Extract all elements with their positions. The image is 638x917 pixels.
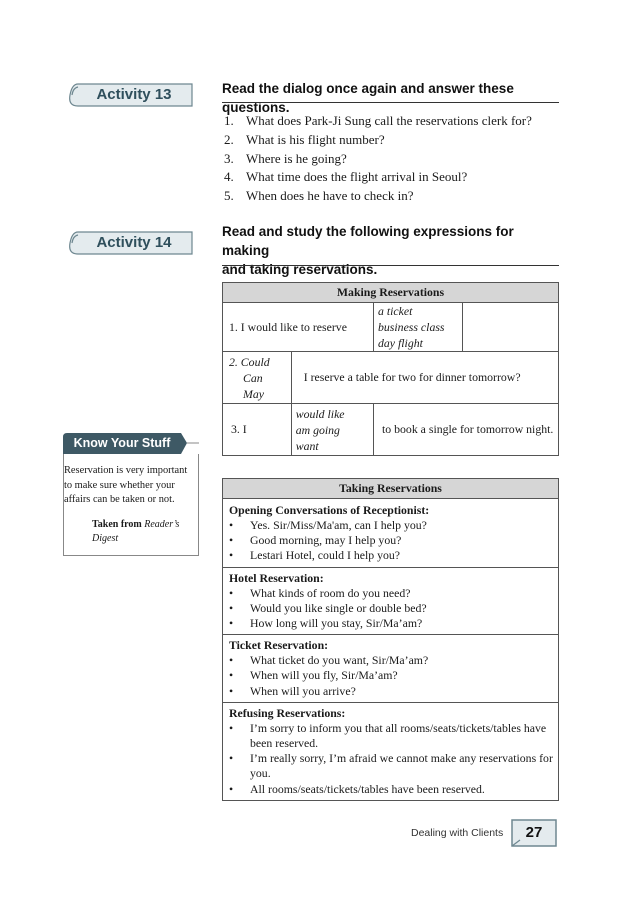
- list-item: • Yes. Sir/Miss/Ma'am, can I help you?: [229, 518, 427, 532]
- know-your-stuff-body: [63, 454, 199, 556]
- section-opening: Opening Conversations of Receptionist: • Yes. Sir/Miss/Ma'am, can I help you? • Good morning, may I help you? • Lestari Hotel, could I help you?: [223, 498, 558, 567]
- list-item: • What kinds of room do you need?: [229, 585, 411, 600]
- row2-modals: 2. Could Can May: [223, 352, 292, 404]
- activity-13-heading: Read the dialog once again and answer these questions.: [222, 81, 514, 115]
- activity-14-rule: [222, 265, 559, 266]
- section-hotel: Hotel Reservation: • What kinds of room do you need? • Would you like single or double bed? • How long will you stay, Sir/Ma’am?: [223, 567, 558, 635]
- know-your-stuff-source: Taken from Reader’s Digest: [92, 518, 180, 544]
- list-item: • Lestari Hotel, could I help you?: [229, 548, 401, 563]
- chapter-title: Dealing with Clients: [411, 827, 504, 839]
- question-item: 1. What does Park-Ji Sung call the reservations clerk for?: [224, 113, 532, 128]
- list-item: • Would you like single or double bed?: [229, 600, 427, 615]
- making-reservations-table: [222, 282, 559, 456]
- section-refusing: Refusing Reservations: • I’m sorry to inform you that all rooms/seats/tickets/tables have been reserved. • I’m really sorry, I’m afraid we cannot make any reservations for you. • All rooms/seats/tickets/tables have been reserved.: [223, 702, 558, 800]
- list-item: • When will you fly, Sir/Ma’am?: [229, 668, 398, 683]
- list-item: • I’m sorry to inform you that all rooms/seats/tickets/tables have been reserved.: [229, 720, 547, 751]
- know-your-stuff-tab: [63, 433, 199, 454]
- list-item: • All rooms/seats/tickets/tables have been reserved.: [229, 781, 485, 796]
- activity-14-label: Activity 14: [96, 234, 172, 251]
- know-your-stuff-box: [63, 433, 199, 556]
- question-item: 4. What time does the flight arrival in Seoul?: [224, 169, 468, 185]
- taking-table-title: Taking Reservations: [223, 479, 558, 498]
- know-your-stuff-text: Reservation is very important to make sure whether your affairs can be taken or not.: [64, 465, 188, 505]
- list-item: • How long will you stay, Sir/Ma’am?: [229, 616, 423, 631]
- question-item: 3. Where is he going?: [224, 150, 347, 166]
- list-item: • Good morning, may I help you?: [229, 533, 402, 548]
- activity-14-heading: Read and study the following expressions for making and taking reservations.: [222, 224, 514, 277]
- row3-options: would like am going want: [291, 404, 373, 456]
- row3-lead: 3. I: [223, 404, 292, 456]
- list-item: • I’m really sorry, I’m afraid we cannot make any reservations for you.: [229, 751, 553, 781]
- activity-13-rule: [222, 102, 559, 103]
- question-list: [224, 112, 532, 206]
- page-number: 27: [525, 824, 543, 841]
- row1-options: a ticket business class day flight: [374, 303, 463, 352]
- page-number-box: [510, 818, 558, 848]
- section-ticket: Ticket Reservation: • What ticket do you want, Sir/Ma’am? • When will you fly, Sir/Ma’am? • When will you arrive?: [223, 634, 558, 702]
- row1-lead: 1. I would like to reserve: [223, 303, 374, 352]
- row1-empty: [463, 303, 559, 352]
- row2-rest: I reserve a table for two for dinner tomorrow?: [291, 352, 558, 404]
- question-item: 5. When does he have to check in?: [224, 188, 414, 204]
- know-your-stuff-title: Know Your Stuff: [73, 436, 171, 450]
- list-item: • When will you arrive?: [229, 683, 356, 698]
- row3-rest: to book a single for tomorrow night.: [374, 404, 559, 456]
- question-item: 2. What is his flight number?: [224, 131, 385, 147]
- activity-13-badge: [66, 82, 194, 108]
- making-table-title: Making Reservations: [223, 283, 559, 303]
- activity-14-badge: [66, 230, 194, 256]
- taking-reservations-box: [222, 478, 559, 801]
- list-item: • What ticket do you want, Sir/Ma’am?: [229, 653, 429, 668]
- activity-13-label: Activity 13: [96, 86, 172, 103]
